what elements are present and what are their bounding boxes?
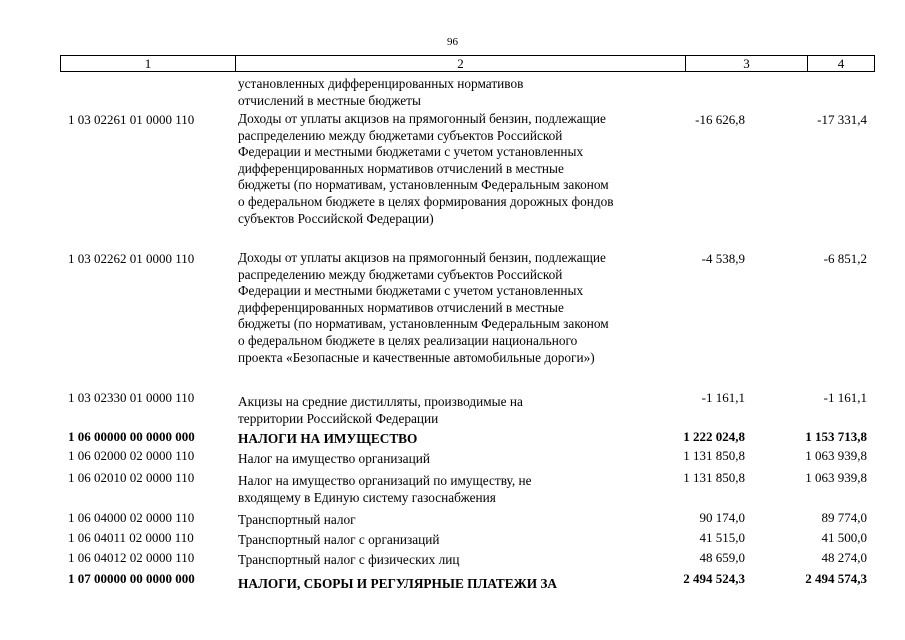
budget-code: 1 06 02010 02 0000 110 xyxy=(68,470,195,485)
row-description: Транспортный налог с физических лиц xyxy=(238,552,460,567)
value-col-4: -17 331,4 xyxy=(817,112,867,127)
budget-code: 1 06 00000 00 0000 000 xyxy=(68,429,195,444)
value-col-3: -4 538,9 xyxy=(701,251,745,266)
value-col-4: 1 153 713,8 xyxy=(805,429,867,444)
value-col-3: 90 174,0 xyxy=(699,510,745,525)
value-col-4: 41 500,0 xyxy=(821,530,867,545)
page-number: 96 xyxy=(447,36,458,48)
value-col-3: 48 659,0 xyxy=(699,550,745,565)
row-description: Транспортный налог xyxy=(238,512,356,527)
value-col-3: 1 222 024,8 xyxy=(683,429,745,444)
value-col-4: 1 063 939,8 xyxy=(805,470,867,485)
budget-code: 1 06 04012 02 0000 110 xyxy=(68,550,195,565)
value-col-3: 2 494 524,3 xyxy=(683,571,745,586)
header-col-4: 4 xyxy=(837,56,845,71)
budget-code: 1 06 04011 02 0000 110 xyxy=(68,530,194,545)
budget-code: 1 06 04000 02 0000 110 xyxy=(68,510,195,525)
value-col-3: -1 161,1 xyxy=(701,390,745,405)
value-col-4: 48 274,0 xyxy=(821,550,867,565)
budget-code: 1 06 02000 02 0000 110 xyxy=(68,448,195,463)
row-description: Акцизы на средние дистилляты, производимые на территории Российской Федерации xyxy=(238,394,523,426)
continuation-text: установленных дифференцированных нормативов отчислений в местные бюджеты xyxy=(238,76,524,108)
row-description: Доходы от уплаты акцизов на прямогонный бензин, подлежащие распределению между бюджетами субъектов Российской Федерации и местными бюджетами с учетом установленных дифференцированных нормативов отчислений в местные бюджеты (по нормативам, установленным Федеральным законом о федеральном бюджете в целях формирования дорожных фондов субъектов Российской Федерации) xyxy=(238,111,614,226)
header-col-2: 2 xyxy=(236,56,686,71)
value-col-3: 41 515,0 xyxy=(699,530,745,545)
value-col-3: 1 131 850,8 xyxy=(683,448,745,463)
budget-code: 1 03 02330 01 0000 110 xyxy=(68,390,195,405)
value-col-3: 1 131 850,8 xyxy=(683,470,745,485)
budget-code: 1 03 02261 01 0000 110 xyxy=(68,112,195,127)
table-header xyxy=(60,55,875,72)
value-col-4: 1 063 939,8 xyxy=(805,448,867,463)
row-description: НАЛОГИ НА ИМУЩЕСТВО xyxy=(238,431,418,446)
header-col-1: 1 xyxy=(61,56,236,71)
header-col-3: 3 xyxy=(686,56,808,71)
value-col-3: -16 626,8 xyxy=(695,112,745,127)
budget-code: 1 03 02262 01 0000 110 xyxy=(68,251,195,266)
budget-code: 1 07 00000 00 0000 000 xyxy=(68,571,195,586)
row-description: Доходы от уплаты акцизов на прямогонный бензин, подлежащие распределению между бюджетами субъектов Российской Федерации и местными бюджетами с учетом установленных дифференцированных нормативов отчислений в местные бюджеты (по нормативам, установленным Федеральным законом о федеральном бюджете в целях реализации национального проекта «Безопасные и качественные автомобильные дороги») xyxy=(238,250,609,365)
row-description: Транспортный налог с организаций xyxy=(238,532,440,547)
value-col-4: 2 494 574,3 xyxy=(805,571,867,586)
value-col-4: -6 851,2 xyxy=(823,251,867,266)
row-description: Налог на имущество организаций по имуществу, не входящему в Единую систему газоснабжения xyxy=(238,473,532,505)
value-col-4: 89 774,0 xyxy=(821,510,867,525)
value-col-4: -1 161,1 xyxy=(823,390,867,405)
row-description: НАЛОГИ, СБОРЫ И РЕГУЛЯРНЫЕ ПЛАТЕЖИ ЗА xyxy=(238,576,558,591)
row-description: Налог на имущество организаций xyxy=(238,451,430,466)
